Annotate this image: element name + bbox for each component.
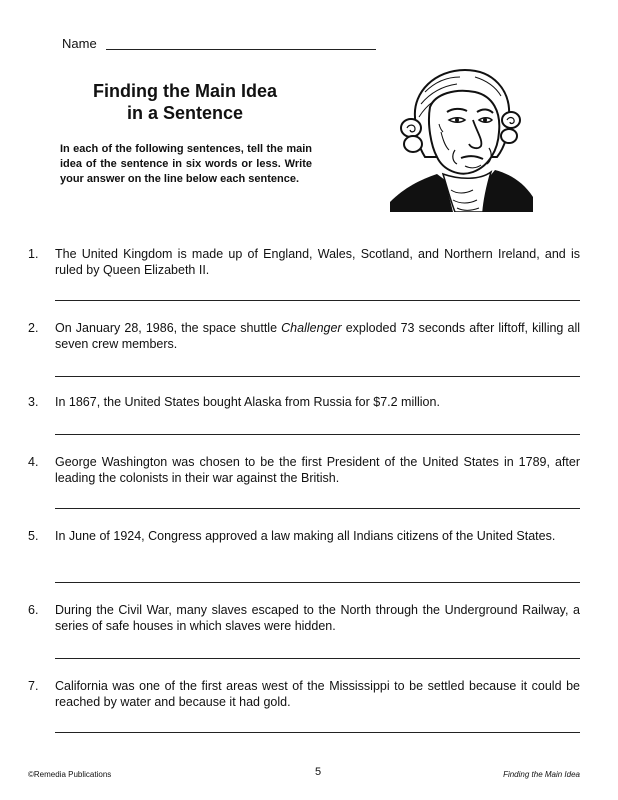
answer-line-3[interactable] [55, 434, 580, 435]
question-text: The United Kingdom is made up of England, Wales, Scotland, and Northern Ireland, and is ruled by Queen Elizabeth II. [55, 247, 580, 277]
question-text: In 1867, the United States bought Alaska from Russia for $7.2 million. [55, 395, 440, 409]
title-line-2: in a Sentence [126, 103, 244, 123]
publisher-credit: ©Remedia Publications [28, 770, 112, 779]
question-number: 3. [28, 395, 39, 409]
question-text [55, 320, 580, 352]
answer-line-1[interactable] [55, 300, 580, 301]
question-text: In June of 1924, Congress approved a law making all Indians citizens of the United States. [55, 529, 556, 543]
instructions: In each of the following sentences, tell the main idea of the sentence in six words or less. Write your answer on the line below each sentence. [60, 143, 312, 185]
question-text: George Washington was chosen to be the first President of the United States in 1789, after leading the colonists in their war against the British. [55, 455, 580, 485]
answer-line-2[interactable] [55, 376, 580, 377]
title-line-1: Finding the Main Idea [93, 81, 277, 101]
name-label: Name [62, 36, 97, 51]
answer-line-5[interactable] [55, 582, 580, 583]
question-text-part: On January 28, 1986, the space shuttle [55, 321, 282, 335]
question-number: 2. [28, 321, 39, 335]
question-number: 5. [28, 529, 39, 543]
question-text-part: exploded 73 seconds after liftoff, killing all seven crew members. [55, 321, 580, 351]
answer-line-4[interactable] [55, 508, 580, 509]
answer-line-6[interactable] [55, 658, 580, 659]
book-title: Finding the Main Idea [503, 770, 580, 779]
question-number: 6. [28, 603, 39, 617]
question-text: California was one of the first areas west of the Mississippi to be settled because it could be reached by water and because it had gold. [55, 679, 580, 709]
page-footer [28, 766, 580, 780]
question-number: 1. [28, 247, 39, 261]
question-text: During the Civil War, many slaves escaped to the North through the Underground Railway, a series of safe houses in which slaves were hidden. [55, 603, 580, 633]
question-number: 4. [28, 455, 39, 469]
page-number: 5 [315, 766, 322, 778]
shuttle-name: Challenger [281, 321, 342, 335]
question-number: 7. [28, 679, 39, 693]
answer-line-7[interactable] [55, 732, 580, 733]
